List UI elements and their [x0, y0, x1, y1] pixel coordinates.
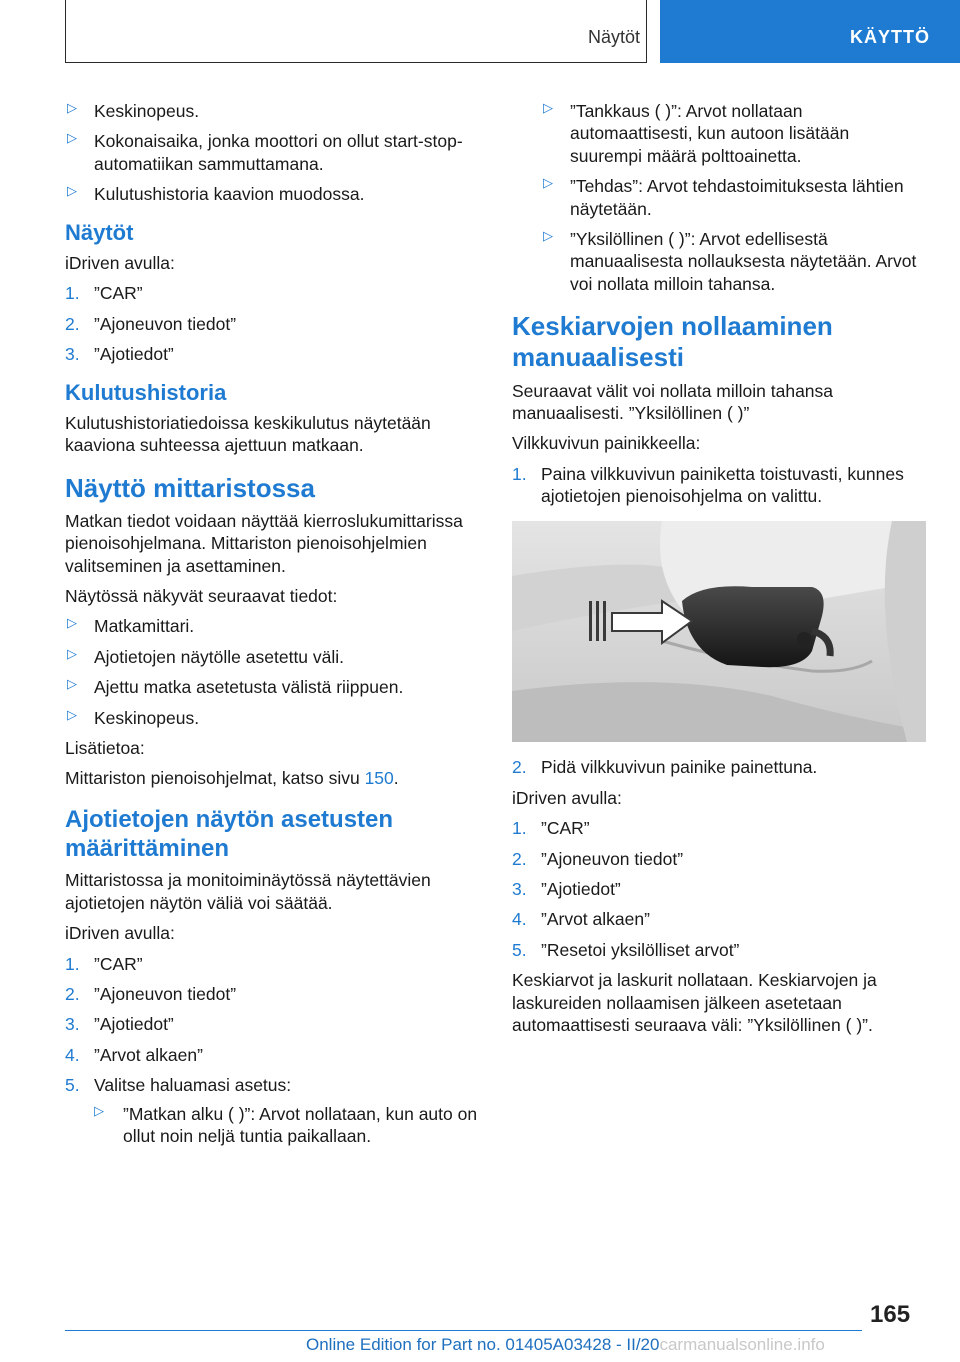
paragraph: Seuraavat välit voi nollata milloin tahansa manuaalisesti. ”Yksilöllinen ( )” — [512, 380, 834, 423]
list-item: 2. ”Ajoneuvon tiedot” — [512, 848, 684, 869]
list-item: ▷ Keskinopeus. — [67, 706, 200, 728]
triangle-bullet-icon: ▷ — [543, 175, 553, 191]
triangle-bullet-icon: ▷ — [67, 645, 77, 661]
intro-bullet-list — [65, 100, 480, 206]
list-item: ▷ Ajettu matka asetetusta välistä riippuen. — [67, 676, 404, 698]
watermark: carmanualsonline.info — [659, 1335, 825, 1354]
paragraph: Matkan tiedot voidaan näyttää kierroslukumittarissa pienoisohjelmana. Mittariston pienoisohjelmien valitseminen ja asettaminen. — [65, 510, 463, 576]
list-item: 4. ”Arvot alkaen” — [512, 909, 650, 930]
triangle-bullet-icon: ▷ — [67, 676, 77, 692]
paragraph: Mittariston pienoisohjelmat, katso sivu 150. — [65, 768, 399, 789]
triangle-bullet-icon: ▷ — [67, 706, 77, 722]
list-item: ▷ ”Matkan alku ( )”: Arvot nollataan, kun auto on ollut noin neljä tuntia paikallaan. — [94, 1102, 478, 1146]
list-item: 5. Valitse haluamasi asetus: ▷ ”Matkan alku ( )”: Arvot nollataan, kun auto on ollut noin neljä tuntia paikallaan. — [65, 1074, 480, 1147]
list-item: 4. ”Arvot alkaen” — [65, 1044, 203, 1065]
paragraph: Keskiarvot ja laskurit nollataan. Keskiarvojen ja laskureiden nollaamisen jälkeen asetetaan automaattisesti seuraava väli: ”Yksilöllinen ( )”. — [512, 970, 877, 1035]
list-item: ▷ Kulutushistoria kaavion muodossa. — [67, 183, 365, 205]
page-reference-link[interactable]: 150 — [364, 768, 394, 789]
section-heading-naytot: Näytöt — [65, 219, 134, 245]
list-item: 2. ”Ajoneuvon tiedot” — [65, 983, 237, 1004]
list-item: 1. ”CAR” — [65, 953, 143, 974]
triangle-bullet-icon: ▷ — [67, 615, 77, 631]
triangle-bullet-icon: ▷ — [67, 130, 77, 146]
triangle-bullet-icon: ▷ — [67, 183, 77, 199]
triangle-bullet-icon: ▷ — [543, 100, 553, 115]
steps-list — [65, 953, 480, 1148]
triangle-bullet-icon: ▷ — [543, 227, 553, 243]
list-item: ▷ Ajotietojen näytölle asetettu väli. — [67, 645, 345, 667]
list-item: 2. ”Ajoneuvon tiedot” — [65, 313, 237, 334]
paragraph: Kulutushistoriatiedoissa keskikulutus näytetään kaaviona suhteessa ajettuun matkaan. — [65, 412, 431, 456]
paragraph: Lisätietoa: — [65, 738, 145, 758]
footer-edition-text: Online Edition for Part no. 01405A03428 - II/20 — [306, 1335, 660, 1354]
info-bullet-list — [65, 615, 480, 729]
triangle-bullet-icon: ▷ — [67, 100, 77, 115]
list-item: ▷ ”Tankkaus ( )”: Arvot nollataan automaattisesti, kun autoon lisätään suurempi määrä polttoainetta. — [543, 100, 850, 166]
list-item: ▷ Kokonaisaika, jonka moottori on ollut start-stop-automatiikan sammuttamana. — [67, 130, 463, 174]
footer — [306, 1334, 960, 1356]
lever-button-image — [512, 521, 926, 742]
section-heading-naytto-mittaristossa: Näyttö mittaristossa — [65, 472, 315, 503]
list-item: 2. Pidä vilkkuvivun painike painettuna. — [512, 757, 818, 778]
list-item: 3. ”Ajotiedot” — [65, 344, 174, 365]
paragraph: iDriven avulla: — [512, 787, 622, 808]
list-item: ▷ Matkamittari. — [67, 615, 195, 637]
sub-bullet-list — [94, 1103, 480, 1148]
list-item: 3. ”Ajotiedot” — [512, 879, 621, 900]
left-column — [65, 100, 480, 1155]
list-item: 1. Paina vilkkuvivun painiketta toistuvasti, kunnes ajotietojen pienoisohjelma on valittu. — [512, 463, 904, 507]
paragraph: Näytössä näkyvät seuraavat tiedot: — [65, 586, 338, 607]
list-item: 1. ”CAR” — [65, 283, 143, 304]
header-chapter-tab: KÄYTTÖ — [660, 0, 960, 63]
section-heading-kulutushistoria: Kulutushistoria — [65, 379, 227, 405]
section-heading-ajotietojen-asetukset: Ajotietojen näytön asetusten määrittäminen — [65, 805, 394, 862]
list-item: ▷ Keskinopeus. — [67, 100, 200, 121]
turn-signal-lever-illustration — [512, 521, 926, 742]
footer-divider — [65, 1330, 862, 1331]
paragraph: Mittaristossa ja monitoiminäytössä näytettävien ajotietojen näytön väliä voi säätää. — [65, 870, 431, 913]
header-section-title: Näytöt — [587, 27, 640, 47]
list-item: 3. ”Ajotiedot” — [65, 1014, 174, 1035]
right-column — [512, 100, 926, 1044]
steps-list — [65, 282, 480, 365]
continued-sub-bullet-list — [541, 100, 926, 295]
steps-list — [512, 463, 926, 508]
list-item: ▷ ”Tehdas”: Arvot tehdastoimituksesta lähtien näytetään. — [543, 175, 904, 219]
list-item: 5. ”Resetoi yksilölliset arvot” — [512, 939, 740, 960]
paragraph: iDriven avulla: — [65, 923, 175, 944]
steps-list — [512, 817, 926, 961]
list-item: 1. ”CAR” — [512, 818, 590, 839]
section-heading-keskiarvojen-nollaaminen: Keskiarvojen nollaaminen manuaalisesti — [512, 311, 833, 373]
page-number: 165 — [870, 1301, 911, 1328]
steps-list — [512, 756, 926, 778]
list-item: ▷ ”Yksilöllinen ( )”: Arvot edellisestä manuaalisesta nollauksesta näytetään. Arvot voi nollata milloin tahansa. — [543, 227, 917, 294]
paragraph: Vilkkuvivun painikkeella: — [512, 433, 701, 454]
triangle-bullet-icon: ▷ — [94, 1102, 104, 1118]
paragraph: iDriven avulla: — [65, 252, 175, 273]
